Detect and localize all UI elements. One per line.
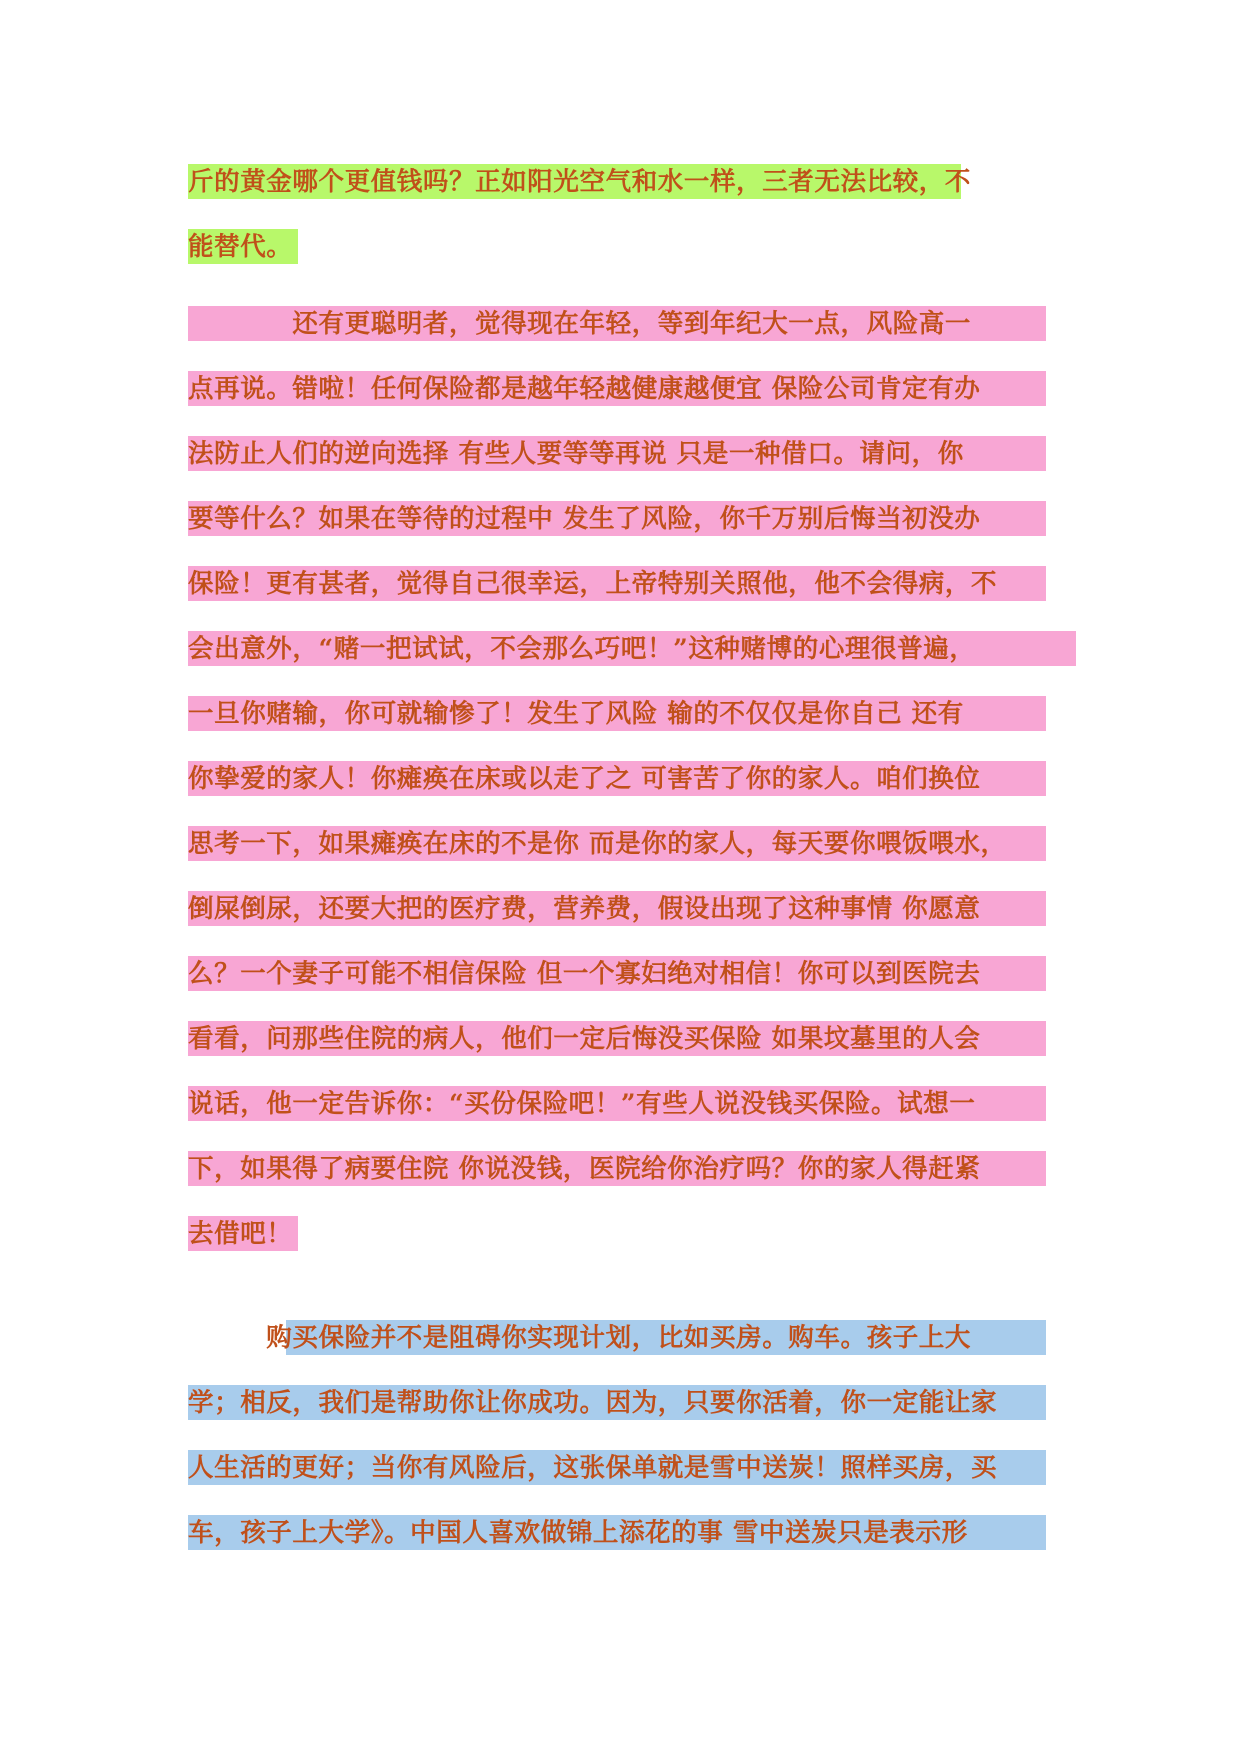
line-text: 会出意外，“赌一把试试，不会那么巧吧！”这种赌博的心理很普遍，: [188, 634, 976, 664]
text-line: [188, 487, 1078, 552]
text-line: [188, 1436, 1078, 1501]
text-line: [188, 942, 1078, 1007]
text-line: [188, 1137, 1078, 1202]
text-line: [188, 1072, 1078, 1137]
line-text: 购买保险并不是阻碍你实现计划，比如买房。购车。孩子上大: [188, 1323, 972, 1353]
paragraph-3: [188, 1306, 1078, 1566]
text-line: [188, 682, 1078, 747]
text-line: [188, 747, 1078, 812]
line-text: 一旦你赌输，你可就输惨了！发生了风险 输的不仅仅是你自己 还有: [188, 699, 964, 729]
text-line: [188, 1202, 1078, 1267]
line-text: 思考一下，如果瘫痪在床的不是你 而是你的家人，每天要你喂饭喂水，: [188, 829, 1007, 859]
paragraph-1: [188, 150, 1078, 280]
line-text: 能替代。: [188, 232, 293, 262]
line-text: 斤的黄金哪个更值钱吗？正如阳光空气和水一样，三者无法比较，不: [188, 167, 972, 197]
line-text: 法防止人们的逆向选择 有些人要等等再说 只是一种借口。请问，你: [188, 439, 964, 469]
text-line: [188, 150, 1078, 215]
line-text: 还有更聪明者，觉得现在年轻，等到年纪大一点，风险高一: [188, 309, 972, 339]
text-line: [188, 357, 1078, 422]
line-text: 车，孩子上大学》。中国人喜欢做锦上添花的事 雪中送炭只是表示形: [188, 1518, 968, 1548]
text-line: [188, 1306, 1078, 1371]
text-line: [188, 215, 1078, 280]
text-line: [188, 877, 1078, 942]
text-line: [188, 617, 1078, 682]
line-text: 去借吧！: [188, 1219, 293, 1249]
line-text: 你挚爱的家人！你瘫痪在床或以走了之 可害苦了你的家人。咱们换位: [188, 764, 981, 794]
line-text: 下，如果得了病要住院 你说没钱，医院给你治疗吗？你的家人得赶紧: [188, 1154, 981, 1184]
paragraph-2: [188, 292, 1078, 1267]
line-text: 人生活的更好；当你有风险后，这张保单就是雪中送炭！照样买房，买: [188, 1453, 998, 1483]
line-text: 倒屎倒尿，还要大把的医疗费，营养费，假设出现了这种事情 你愿意: [188, 894, 981, 924]
text-line: [188, 552, 1078, 617]
line-text: 保险！更有甚者，觉得自己很幸运，上帝特别关照他，他不会得病，不: [188, 569, 998, 599]
line-text: 么？一个妻子可能不相信保险 但一个寡妇绝对相信！你可以到医院去: [188, 959, 981, 989]
text-line: [188, 422, 1078, 487]
line-text: 学；相反，我们是帮助你让你成功。因为，只要你活着，你一定能让家: [188, 1388, 998, 1418]
text-line: [188, 812, 1078, 877]
line-text: 说话，他一定告诉你：“买份保险吧！”有些人说没钱买保险。试想一: [188, 1089, 976, 1119]
text-line: [188, 1371, 1078, 1436]
line-text: 点再说。错啦！任何保险都是越年轻越健康越便宜 保险公司肯定有办: [188, 374, 981, 404]
text-line: [188, 1007, 1078, 1072]
text-line: [188, 292, 1078, 357]
text-line: [188, 1501, 1078, 1566]
line-text: 看看，问那些住院的病人，他们一定后悔没买保险 如果坟墓里的人会: [188, 1024, 981, 1054]
line-text: 要等什么？如果在等待的过程中 发生了风险，你千万别后悔当初没办: [188, 504, 981, 534]
